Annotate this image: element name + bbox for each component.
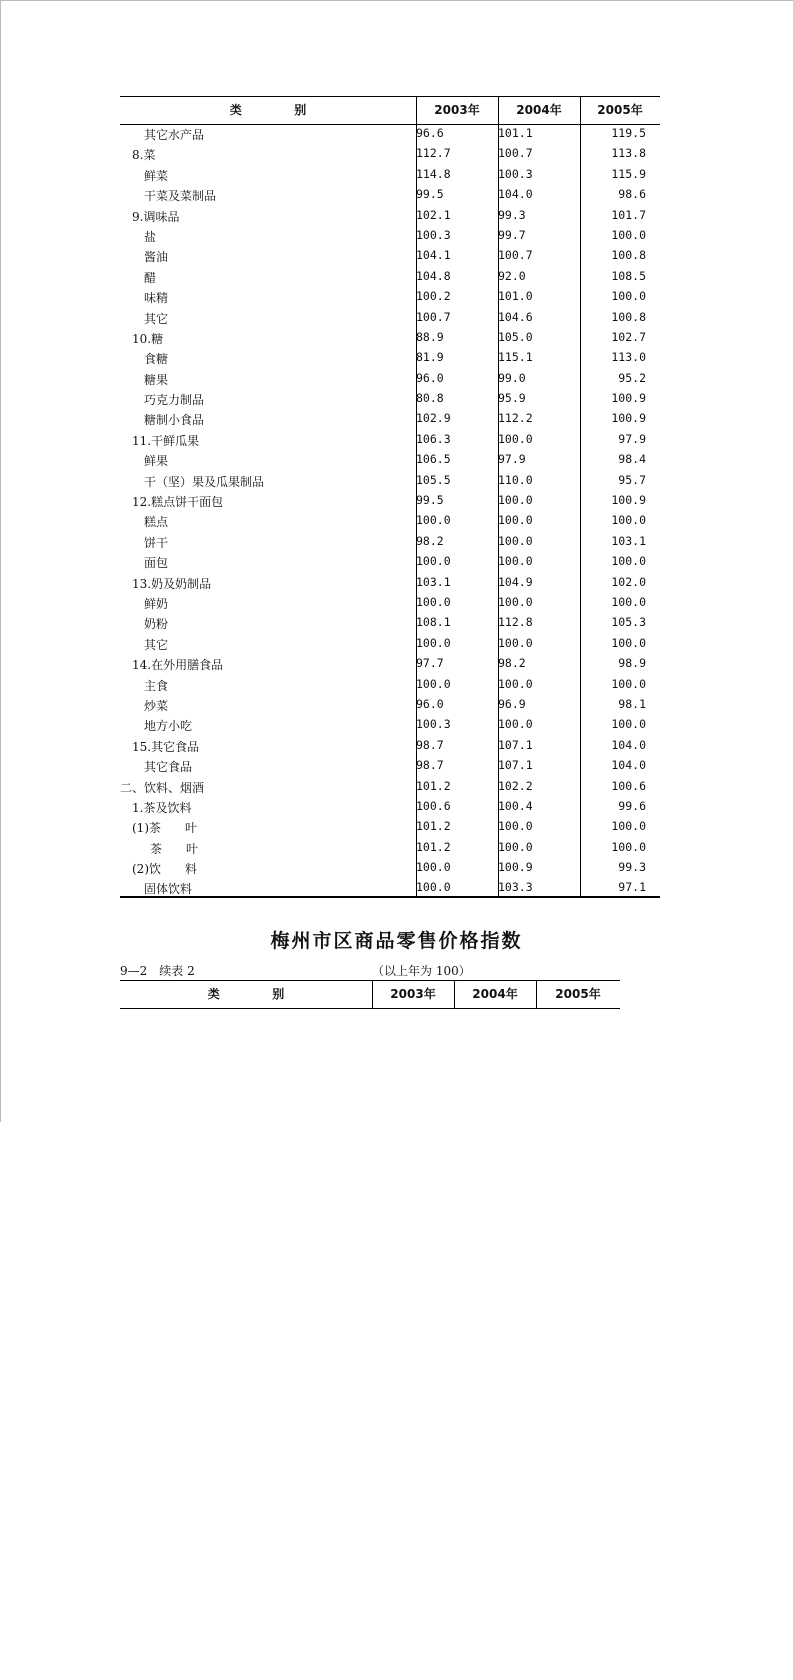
table-row: 固体饮料 100.0 103.3 97.1	[120, 878, 660, 898]
header-category-char: 别	[272, 987, 285, 1001]
row-value-2005: 119.5	[611, 126, 646, 140]
table-row: 巧克力制品 80.8 95.9 100.9	[120, 389, 660, 409]
row-value-2005: 100.9	[611, 493, 646, 508]
table-row: 干（坚）果及瓜果制品 105.5 110.0 95.7	[120, 471, 660, 491]
header-category-char: 类	[229, 103, 242, 117]
row-value-2005: 113.8	[611, 146, 646, 161]
row-value-2005: 100.8	[611, 248, 646, 263]
row-category: 醋	[144, 270, 157, 285]
row-category: 饼干	[144, 535, 169, 550]
table-row: 地方小吃 100.3 100.0 100.0	[120, 715, 660, 735]
table-row: 炒菜 96.0 96.9 98.1	[120, 695, 660, 715]
row-value-2005: 95.7	[618, 472, 646, 487]
row-category: 味精	[144, 291, 169, 306]
table-row: (1)茶 叶 101.2 100.0 100.0	[120, 817, 660, 837]
table-row: 食糖 81.9 115.1 113.0	[120, 348, 660, 368]
table-row: 鲜果 106.5 97.9 98.4	[120, 450, 660, 470]
row-category: 炒菜	[144, 698, 169, 713]
row-value-2005: 100.0	[611, 635, 646, 650]
header-year-2003: 2003年	[434, 103, 480, 117]
row-category: 巧克力制品	[144, 393, 205, 408]
table-row: 奶粉 108.1 112.8 105.3	[120, 613, 660, 633]
row-category: 鲜菜	[144, 168, 169, 183]
row-category: 茶 叶	[150, 841, 199, 856]
header-category	[120, 96, 416, 124]
table-row: 14.在外用膳食品 97.7 98.2 98.9	[120, 654, 660, 674]
row-category: 二、饮料、烟酒	[120, 780, 205, 795]
table-rule-bottom	[120, 1008, 620, 1009]
row-category: 糖果	[144, 372, 169, 387]
table-row: 鲜菜 114.8 100.3 115.9	[120, 165, 660, 185]
table-number: 9—2 续表 2	[120, 964, 195, 978]
row-category: 地方小吃	[144, 719, 193, 734]
header-category-char: 类	[207, 987, 220, 1001]
row-category: 酱油	[144, 250, 169, 265]
row-value-2005: 105.3	[611, 615, 646, 630]
row-value-2005: 98.6	[618, 187, 646, 202]
row-category: 鲜果	[144, 454, 169, 469]
row-category: 奶粉	[144, 617, 169, 632]
row-category: 干菜及菜制品	[144, 189, 217, 204]
row-value-2005: 108.5	[611, 268, 646, 283]
row-value-2005: 102.0	[611, 574, 646, 589]
table-row: 茶 叶 101.2 100.0 100.0	[120, 838, 660, 858]
page-border-left	[0, 0, 1, 1122]
row-category: 主食	[144, 678, 169, 693]
row-value-2005: 103.1	[611, 533, 646, 548]
table-row: 11.干鲜瓜果 106.3 100.0 97.9	[120, 430, 660, 450]
row-value-2005: 99.6	[618, 798, 646, 813]
row-category: 1.茶及饮料	[132, 800, 192, 815]
row-value-2005: 98.4	[618, 452, 646, 467]
row-value-2005: 113.0	[611, 350, 646, 365]
row-value-2005: 104.0	[611, 758, 646, 773]
continued-table-header	[120, 980, 620, 1010]
table-row: 其它 100.7 104.6 100.8	[120, 308, 660, 328]
table-rule-bottom	[120, 896, 660, 898]
table-row: 12.糕点饼干面包 99.5 100.0 100.9	[120, 491, 660, 511]
row-value-2005: 100.0	[611, 839, 646, 854]
table-row: 10.糖 88.9 105.0 102.7	[120, 328, 660, 348]
header-year-2003: 2003年	[390, 987, 436, 1001]
row-value-2005: 100.9	[611, 391, 646, 406]
row-category: (1)茶 叶	[132, 821, 197, 836]
row-value-2005: 104.0	[611, 737, 646, 752]
row-category: 糖制小食品	[144, 413, 205, 428]
row-category: 8.菜	[132, 148, 156, 163]
row-value-2005: 100.0	[611, 513, 646, 528]
row-value-2005: 100.0	[611, 554, 646, 569]
row-category: 13.奶及奶制品	[132, 576, 212, 591]
table-row: 其它 100.0 100.0 100.0	[120, 634, 660, 654]
header-year-2005: 2005年	[555, 987, 601, 1001]
table-row: 味精 100.2 101.0 100.0	[120, 287, 660, 307]
row-value-2005: 100.0	[611, 289, 646, 304]
row-value-2005: 100.0	[611, 717, 646, 732]
row-value-2005: 100.6	[611, 778, 646, 793]
row-category: 面包	[144, 556, 169, 571]
row-value-2005: 101.7	[611, 207, 646, 222]
row-category: 盐	[144, 229, 157, 244]
page-border-top	[0, 0, 793, 1]
table-row: 1.茶及饮料 100.6 100.4 99.6	[120, 797, 660, 817]
section-title: 梅州市区商品零售价格指数	[270, 930, 523, 952]
row-value-2005: 99.3	[618, 860, 646, 875]
row-category: 10.糖	[132, 331, 164, 346]
row-category: 食糖	[144, 352, 169, 367]
row-category: 12.糕点饼干面包	[132, 495, 224, 510]
row-category: 鲜奶	[144, 596, 169, 611]
row-category: 糕点	[144, 515, 169, 530]
table-row: 饼干 98.2 100.0 103.1	[120, 532, 660, 552]
row-value-2005: 100.9	[611, 411, 646, 426]
table-row: 8.菜 112.7 100.7 113.8	[120, 144, 660, 164]
table-row: 13.奶及奶制品 103.1 104.9 102.0	[120, 573, 660, 593]
table-row: 糖果 96.0 99.0 95.2	[120, 369, 660, 389]
table-row: 醋 104.8 92.0 108.5	[120, 267, 660, 287]
header-year-2005: 2005年	[597, 103, 643, 117]
table-row: 面包 100.0 100.0 100.0	[120, 552, 660, 572]
row-value-2005: 115.9	[611, 166, 646, 181]
header-year-2004: 2004年	[472, 987, 518, 1001]
table-row: 盐 100.3 99.7 100.0	[120, 226, 660, 246]
row-value-2005: 100.0	[611, 676, 646, 691]
row-category: 固体饮料	[144, 882, 193, 897]
row-category: 其它	[144, 637, 169, 652]
table-row: 干菜及菜制品 99.5 104.0 98.6	[120, 185, 660, 205]
header-year-2004: 2004年	[516, 103, 562, 117]
row-category: 15.其它食品	[132, 739, 200, 754]
table-body	[120, 124, 660, 899]
row-category: 11.干鲜瓜果	[132, 433, 200, 448]
row-value-2005: 98.1	[618, 696, 646, 711]
header-category-char: 别	[294, 103, 307, 117]
row-category: 干（坚）果及瓜果制品	[144, 474, 265, 489]
table-row: 酱油 104.1 100.7 100.8	[120, 246, 660, 266]
base-year-note: （以上年为 100）	[372, 964, 471, 978]
row-value-2005: 97.1	[618, 880, 646, 895]
table-row: 主食 100.0 100.0 100.0	[120, 675, 660, 695]
table-row: (2)饮 料 100.0 100.9 99.3	[120, 858, 660, 878]
row-category: 其它食品	[144, 760, 193, 775]
table-row: 糕点 100.0 100.0 100.0	[120, 511, 660, 531]
row-value-2005: 102.7	[611, 329, 646, 344]
table-row: 糖制小食品 102.9 112.2 100.9	[120, 409, 660, 429]
table-row: 其它水产品 96.6 101.1 119.5	[120, 124, 660, 144]
table-row: 其它食品 98.7 107.1 104.0	[120, 756, 660, 776]
row-category: 其它	[144, 311, 169, 326]
row-value-2005: 100.0	[611, 227, 646, 242]
row-category: 9.调味品	[132, 209, 180, 224]
table-row: 15.其它食品 98.7 107.1 104.0	[120, 736, 660, 756]
row-value-2005: 100.0	[611, 819, 646, 834]
row-value-2005: 95.2	[618, 370, 646, 385]
header-category	[120, 980, 372, 1008]
row-category: 其它水产品	[144, 128, 205, 142]
row-value-2005: 100.0	[611, 594, 646, 609]
table-row: 鲜奶 100.0 100.0 100.0	[120, 593, 660, 613]
row-category: (2)饮 料	[132, 862, 197, 877]
row-value-2005: 97.9	[618, 431, 646, 446]
row-category: 14.在外用膳食品	[132, 658, 224, 673]
row-value-2005: 100.8	[611, 309, 646, 324]
table-row: 9.调味品 102.1 99.3 101.7	[120, 206, 660, 226]
table-row: 二、饮料、烟酒 101.2 102.2 100.6	[120, 777, 660, 797]
row-value-2005: 98.9	[618, 656, 646, 671]
